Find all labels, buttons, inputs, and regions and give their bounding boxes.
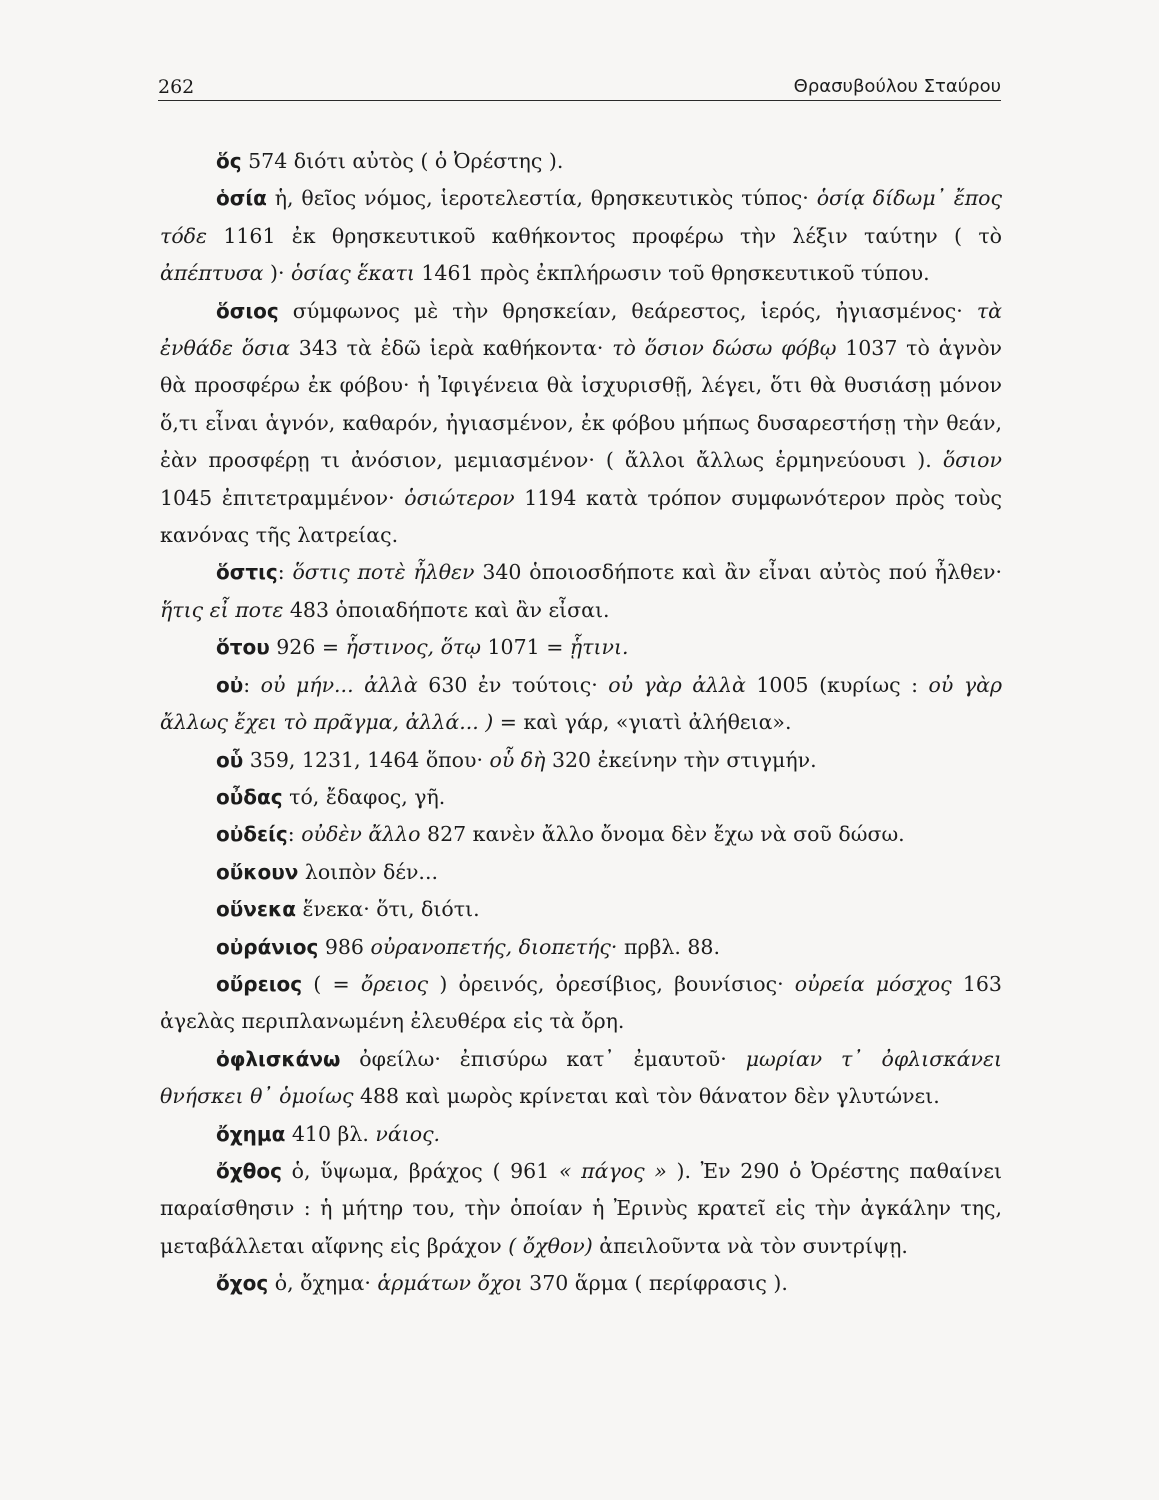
quotation: ὁσίᾳ δίδωμ᾽ ἔπος τόδε: [160, 186, 1002, 248]
entry-text: 359, 1231, 1464 ὅπου·: [243, 747, 490, 772]
headword: ὅς: [216, 149, 242, 173]
headword: ὅσιος: [216, 298, 279, 323]
quotation: ὅστις ποτὲ ἦλθεν: [292, 560, 475, 585]
entry-text: 370 ἅρμα ( περίφρασις ).: [522, 1271, 788, 1296]
entry-text: 574 διότι αὐτὸς ( ὁ Ὀρέστης ).: [241, 149, 564, 173]
quotation: « πάγος »: [558, 1158, 667, 1183]
entry-text: τό, ἔδαφος, γῆ.: [282, 784, 446, 809]
headword: ὅστις: [216, 560, 278, 585]
entry-text: ἡ, θεῖος νόμος, ἱεροτελεστία, θρησκευτικὸς τύπος·: [266, 186, 817, 211]
headword: οὔρειος: [216, 971, 303, 996]
quotation: οὗ δὴ: [489, 747, 546, 772]
quotation: οὐ γὰρ ἄλλως ἔχει τὸ πρᾶγμα, ἀλλά... ): [160, 672, 1003, 735]
headword: ὄχος: [216, 1271, 269, 1296]
glossary-entry: [160, 667, 1002, 742]
quotation: οὐδὲν ἄλλο: [301, 822, 421, 847]
quotation: οὐρανοπετής, διοπετής·: [370, 934, 618, 959]
headword: ὁσία: [216, 186, 267, 211]
glossary-body: [160, 143, 1002, 1303]
entry-text: = καὶ γάρ, «γιατὶ ἀλήθεια».: [493, 710, 792, 735]
quotation: ἥτις εἶ ποτε: [160, 597, 284, 622]
quotation: τὰ ἐνθάδε ὅσια: [160, 298, 1002, 361]
quotation: ὄρειος: [360, 971, 429, 996]
glossary-entry: [160, 966, 1002, 1041]
glossary-entry: [160, 143, 1002, 180]
glossary-entry: [160, 1041, 1002, 1116]
entry-text: ὁ, ὕψωμα, βράχος ( 961: [281, 1158, 559, 1183]
headword: οὖδας: [216, 784, 283, 809]
headword: οὗ: [216, 747, 244, 772]
entry-text: :: [287, 822, 302, 847]
quotation: ( ὄχθον): [508, 1233, 593, 1258]
entry-text: ὀφείλω· ἐπισύρω κατ᾽ ἐμαυτοῦ·: [340, 1046, 746, 1071]
entry-text: ὁ, ὄχημα·: [268, 1271, 378, 1296]
quotation: ὁσίας ἕκατι: [290, 261, 415, 286]
page-number: 262: [158, 76, 195, 98]
glossary-entry: [160, 854, 1002, 891]
headword: ὅτου: [216, 635, 270, 660]
quotation: οὐ γὰρ ἀλλὰ: [608, 672, 746, 697]
entry-text: 1045 ἐπιτετραμμένον·: [160, 485, 405, 510]
entry-text: 320 ἐκείνην τὴν στιγμήν.: [545, 747, 817, 772]
entry-text: λοιπὸν δέν...: [298, 859, 438, 884]
glossary-entry: [160, 779, 1002, 816]
glossary-entry: [160, 742, 1002, 779]
entry-text: 1005 (κυρίως :: [745, 672, 929, 697]
headword: οὐ: [216, 672, 244, 697]
entry-text: σύμφωνος μὲ τὴν θρησκείαν, θεάρεστος, ἱερός, ἠγιασμένος·: [278, 298, 977, 323]
glossary-entry: [160, 1153, 1002, 1265]
entry-text: 926 =: [269, 635, 346, 660]
entry-text: 483 ὁποιαδήποτε καὶ ἂν εἶσαι.: [283, 597, 610, 622]
entry-text: ) ὀρεινός, ὀρεσίβιος, βουνίσιος·: [428, 971, 795, 996]
running-title: Θρασυβούλου Σταύρου: [793, 76, 1001, 97]
entry-text: 1161 ἐκ θρησκευτικοῦ καθήκοντος προφέρω τὴν λέξιν ταύτην ( τὸ: [207, 223, 1002, 248]
entry-text: 163 ἀγελὰς περιπλανωμένη ἐλευθέρα εἰς τὰ ὄρη.: [160, 971, 1002, 1034]
headword: οὐδείς: [216, 822, 288, 847]
entry-text: 410 βλ.: [285, 1121, 376, 1146]
entry-text: ). Ἐν 290 ὁ Ὀρέστης παθαίνει παραίσθησιν : ἡ μήτηρ του, τὴν ὁποίαν ἡ Ἐρινὺς κρατεῖ εἰς τὴν ἀγκάλην της, μεταβάλλεται αἴφνης εἰς βράχον: [160, 1158, 1002, 1258]
entry-text: 340 ὁποιοσδήποτε καὶ ἂν εἶναι αὐτὸς πού ἦλθεν·: [474, 560, 1002, 585]
quotation: οὐρεία μόσχος: [794, 971, 952, 996]
entry-text: :: [277, 560, 293, 585]
entry-text: ἀπειλοῦντα νὰ τὸν συντρίψῃ.: [592, 1233, 908, 1258]
headword: ὄχθος: [216, 1158, 282, 1183]
glossary-entry: [160, 1265, 1002, 1302]
glossary-entry: [160, 929, 1002, 966]
glossary-entry: [160, 293, 1002, 555]
entry-text: 343 τὰ ἐδῶ ἱερὰ καθήκοντα·: [290, 336, 613, 361]
entry-text: 827 κανὲν ἄλλο ὄνομα δὲν ἔχω νὰ σοῦ δώσω.: [420, 822, 905, 847]
entry-text: 1071 =: [480, 635, 570, 660]
quotation: ἧστινος, ὅτῳ: [345, 635, 481, 660]
quotation: ὁσιώτερον: [404, 485, 515, 510]
entry-text: ἕνεκα· ὅτι, διότι.: [295, 897, 480, 922]
glossary-entry: [160, 891, 1002, 928]
quotation: οὐ μήν... ἀλλὰ: [260, 672, 418, 697]
entry-text: ( =: [302, 971, 361, 996]
glossary-entry: [160, 629, 1002, 666]
quotation: ἀπέπτυσα: [160, 261, 264, 286]
entry-text: 986: [318, 934, 371, 959]
entry-text: :: [243, 672, 261, 697]
entry-text: 630 ἐν τούτοις·: [417, 672, 609, 697]
glossary-entry: [160, 1116, 1002, 1153]
glossary-entry: [160, 180, 1002, 292]
entry-text: 1461 πρὸς ἐκπλήρωσιν τοῦ θρησκευτικοῦ τύπου.: [414, 261, 930, 286]
headword: ὀφλισκάνω: [216, 1046, 341, 1071]
headword: οὔκουν: [216, 859, 299, 884]
entry-text: )·: [263, 261, 291, 286]
quotation: μωρίαν τ᾽ ὀφλισκάνει θνήσκει θ᾽ ὁμοίως: [160, 1046, 1002, 1109]
entry-text: 1194 κατὰ τρόπον συμφωνότερον πρὸς τοὺς κανόνας τῆς λατρείας.: [160, 485, 1002, 548]
glossary-entry: [160, 816, 1002, 853]
headword: οὕνεκα: [216, 897, 296, 922]
running-header: [158, 70, 1001, 101]
glossary-entry: [160, 554, 1002, 629]
quotation: ὅσιον: [942, 448, 1002, 473]
headword: ὄχημα: [216, 1121, 286, 1146]
entry-text: 1037 τὸ ἁγνὸν θὰ προσφέρω ἐκ φόβου· ἡ Ἰφιγένεια θὰ ἰσχυρισθῇ, λέγει, ὅτι θὰ θυσιάσῃ μόνον ὅ,τι εἶναι ἁγνόν, καθαρόν, ἠγιασμένον, ἐκ φόβου μήπως δυσαρεστήσῃ τὴν θεάν, ἐὰν προσφέρῃ τι ἀνόσιον, μεμιασμένον· ( ἄλλοι ἄλλως ἑρμηνεύουσι ).: [160, 336, 1002, 473]
quotation: τὸ ὅσιον δώσω φόβῳ: [612, 336, 837, 361]
quotation: ᾗτινι.: [569, 635, 629, 660]
entry-text: πρβλ. 88.: [617, 934, 720, 959]
quotation: ἁρμάτων ὄχοι: [377, 1271, 523, 1296]
entry-text: 488 καὶ μωρὸς κρίνεται καὶ τὸν θάνατον δὲν γλυτώνει.: [353, 1084, 940, 1109]
headword: οὐράνιος: [216, 934, 319, 959]
quotation: νάιος.: [375, 1121, 441, 1146]
